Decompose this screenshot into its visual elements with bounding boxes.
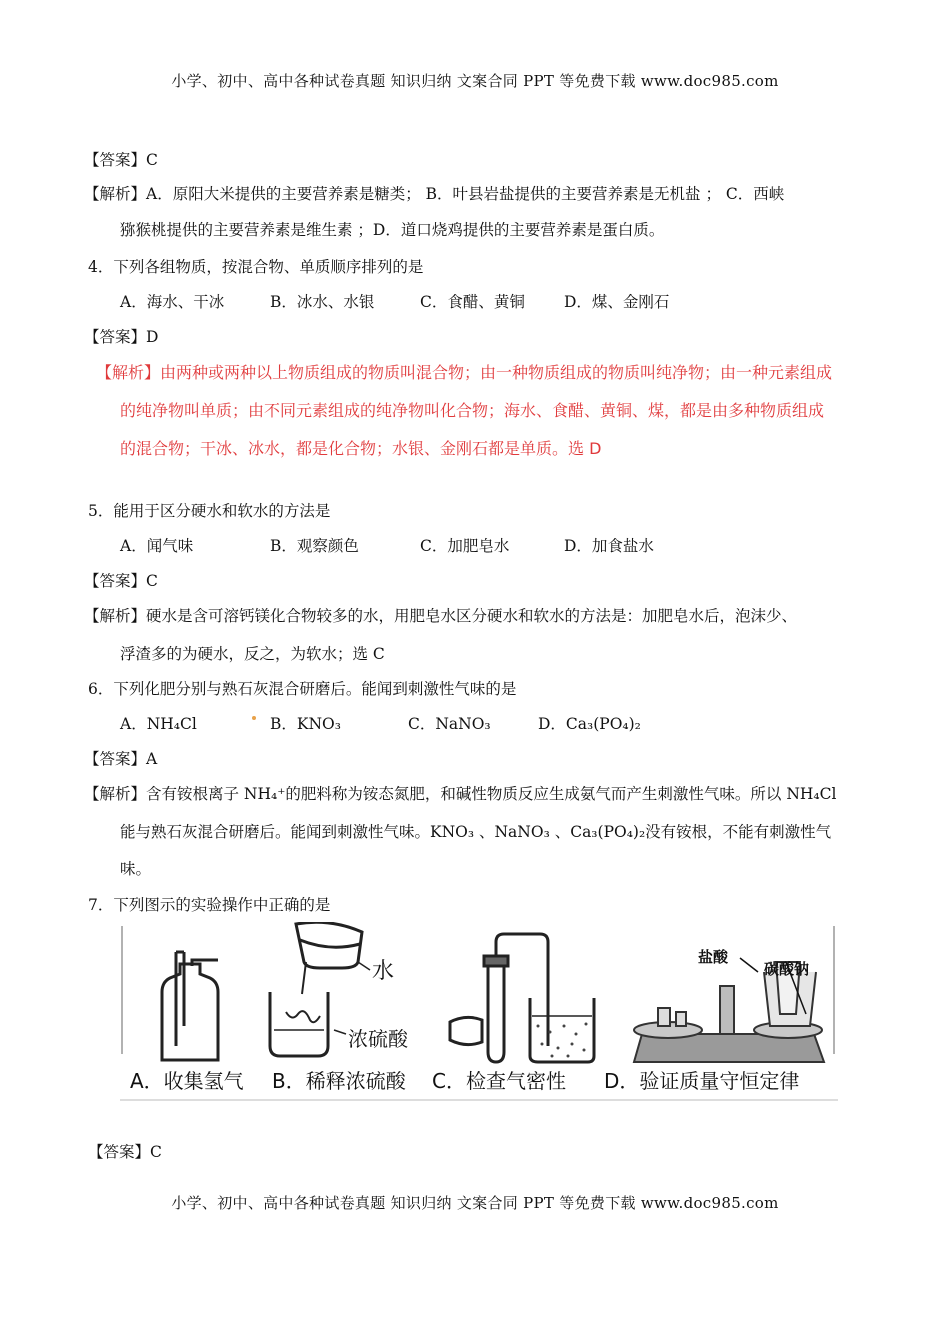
q4-question: 4．下列各组物质，按混合物、单质顺序排列的是 <box>88 258 424 276</box>
figure-label-conc-sulfuric: 浓硫酸 <box>348 1027 408 1051</box>
page-footer: 小学、初中、高中各种试卷真题 知识归纳 文案合同 PPT 等免费下载 www.doc985.com <box>171 1194 779 1212</box>
q6-option-a: A．NH₄Cl <box>120 715 197 733</box>
q5-option-d: D．加食盐水 <box>564 537 654 555</box>
q4-option-d: D．煤、金刚石 <box>564 293 670 311</box>
q5-question: 5．能用于区分硬水和软水的方法是 <box>88 502 331 520</box>
q7-answer: 【答案】C <box>88 1143 162 1161</box>
caption-b: B．稀释浓硫酸 <box>272 1069 406 1093</box>
q3-analysis-line2: 猕猴桃提供的主要营养素是维生素 ；D．道口烧鸡提供的主要营养素是蛋白质。 <box>120 221 665 239</box>
q6-analysis-line2: 能与熟石灰混合研磨后。能闻到刺激性气味。KNO₃ 、NaNO₃ 、Ca₃(PO₄)₂没有铵根，不能有刺激性气 <box>120 823 832 841</box>
q3-answer: 【答案】C <box>84 151 158 169</box>
q6-option-d: D．Ca₃(PO₄)₂ <box>538 715 641 733</box>
caption-c: C．检查气密性 <box>432 1069 566 1093</box>
caption-a: A．收集氢气 <box>130 1069 244 1093</box>
q6-analysis-line1: 【解析】含有铵根离子 NH₄⁺的肥料称为铵态氮肥，和碱性物质反应生成氨气而产生刺激性气味。所以 NH₄Cl <box>84 785 837 803</box>
q6-analysis-line3: 味。 <box>120 860 152 878</box>
figure-label-water: 水 <box>372 959 395 984</box>
q4-analysis-line2: 的纯净物叫单质；由不同元素组成的纯净物叫化合物；海水、食醋、黄铜、煤，都是由多种物质组成 <box>120 401 825 420</box>
stray-dot-mark <box>252 716 256 720</box>
q5-option-b: B．观察颜色 <box>270 537 359 555</box>
q6-answer: 【答案】A <box>84 750 158 768</box>
q4-option-a: A．海水、干冰 <box>120 293 225 311</box>
caption-d: D．验证质量守恒定律 <box>604 1069 800 1093</box>
q4-answer: 【答案】D <box>84 328 159 346</box>
pointer-line-hcl <box>740 958 758 972</box>
q7-experiment-figure <box>120 922 838 1102</box>
q5-answer: 【答案】C <box>84 572 158 590</box>
q6-question: 6．下列化肥分别与熟石灰混合研磨后。能闻到刺激性气味的是 <box>88 680 517 698</box>
figure-label-hcl: 盐酸 <box>698 948 729 966</box>
q4-analysis-line3: 的混合物；干冰、冰水，都是化合物；水银、金刚石都是单质。选 D <box>120 439 602 458</box>
q6-option-b: B．KNO₃ <box>270 715 341 733</box>
page-header: 小学、初中、高中各种试卷真题 知识归纳 文案合同 PPT 等免费下载 www.doc985.com <box>171 72 779 90</box>
water-dots <box>537 1023 588 1058</box>
q5-option-a: A．闻气味 <box>120 537 194 555</box>
gas-bottle-drawing <box>162 952 218 1060</box>
q6-option-c: C．NaNO₃ <box>408 715 491 733</box>
q3-analysis-line1: 【解析】A．原阳大米提供的主要营养素是糖类； B．叶县岩盐提供的主要营养素是无机盐 ； C．西峡 <box>84 185 785 203</box>
q4-option-b: B．冰水、水银 <box>270 293 375 311</box>
q4-option-c: C．食醋、黄铜 <box>420 293 525 311</box>
q5-option-c: C．加肥皂水 <box>420 537 510 555</box>
figure-label-sodium-carbonate: 碳酸钠 <box>764 960 810 978</box>
q4-analysis-line1: 【解析】由两种或两种以上物质组成的物质叫混合物；由一种物质组成的物质叫纯净物；由一种元素组成 <box>96 363 833 382</box>
q5-analysis-line2: 浮渣多的为硬水，反之，为软水；选 C <box>120 645 385 663</box>
q7-question: 7．下列图示的实验操作中正确的是 <box>88 896 331 914</box>
q5-analysis-line1: 【解析】硬水是含可溶钙镁化合物较多的水，用肥皂水区分硬水和软水的方法是：加肥皂水后，泡沫少、 <box>84 607 798 625</box>
